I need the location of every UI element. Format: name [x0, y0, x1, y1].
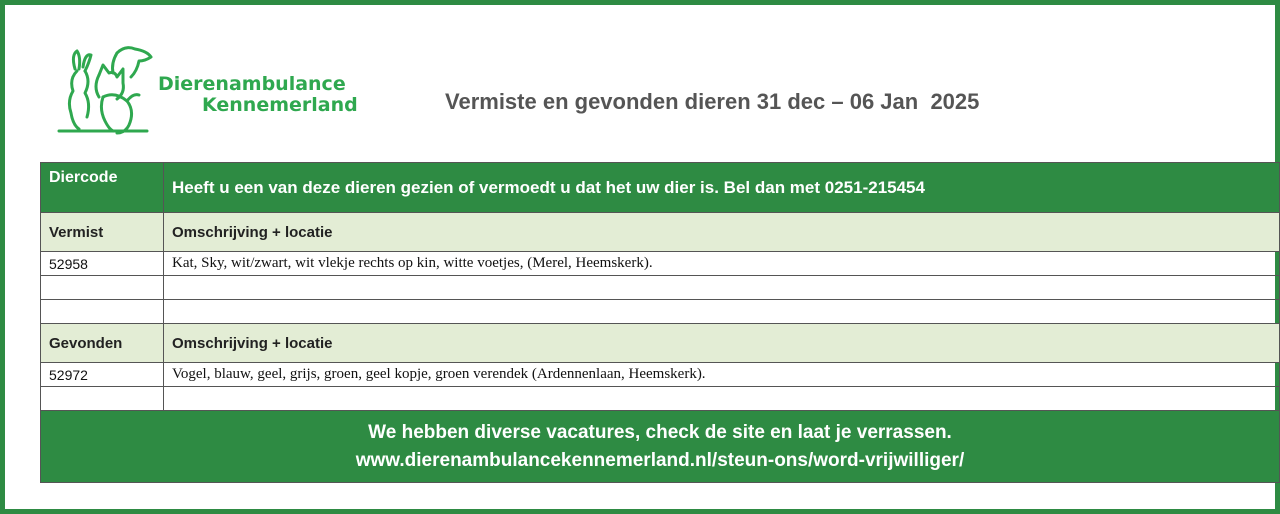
found-desc-label: Omschrijving + locatie: [164, 324, 1280, 363]
animals-table: [40, 162, 1280, 483]
row-description: [164, 387, 1280, 411]
missing-label: Vermist: [41, 213, 164, 252]
footer-url-link[interactable]: www.dierenambulancekennemerland.nl/steun-ons/word-vrijwilliger/: [355, 449, 965, 471]
header-message: Heeft u een van deze dieren gezien of vermoedt u dat het uw dier is. Bel dan met 0251-215454: [164, 163, 1280, 213]
row-code: [41, 300, 164, 324]
table-row: [41, 252, 1280, 276]
footer-banner: [41, 411, 1280, 483]
animals-logo-icon: [55, 41, 155, 141]
table-header-row: [41, 163, 1280, 213]
page-title: Vermiste en gevonden dieren 31 dec – 06 Jan 2025: [445, 89, 980, 114]
missing-desc-label: Omschrijving + locatie: [164, 213, 1280, 252]
found-section-header: [41, 324, 1280, 363]
table-row: [41, 276, 1280, 300]
found-label: Gevonden: [41, 324, 164, 363]
row-code: 52972: [41, 363, 164, 387]
logo-line-2: Kennemerland: [202, 94, 358, 116]
table-row: [41, 300, 1280, 324]
row-description: Vogel, blauw, geel, grijs, groen, geel kopje, groen verendek (Ardennenlaan, Heemskerk).: [164, 363, 1280, 387]
row-description: [164, 300, 1280, 324]
header-code-label: Diercode: [41, 163, 164, 213]
footer-vacancies-text: We hebben diverse vacatures, check de site en laat je verrassen.: [368, 421, 952, 443]
row-code: 52958: [41, 252, 164, 276]
row-code: [41, 276, 164, 300]
logo-text: [158, 74, 358, 116]
logo: [55, 41, 375, 141]
footer-row: [41, 411, 1280, 483]
row-description: Kat, Sky, wit/zwart, wit vlekje rechts op kin, witte voetjes, (Merel, Heemskerk).: [164, 252, 1280, 276]
table-row: [41, 363, 1280, 387]
missing-section-header: [41, 213, 1280, 252]
row-code: [41, 387, 164, 411]
row-description: [164, 276, 1280, 300]
logo-line-1: Dierenambulance: [158, 73, 346, 95]
table-row: [41, 387, 1280, 411]
